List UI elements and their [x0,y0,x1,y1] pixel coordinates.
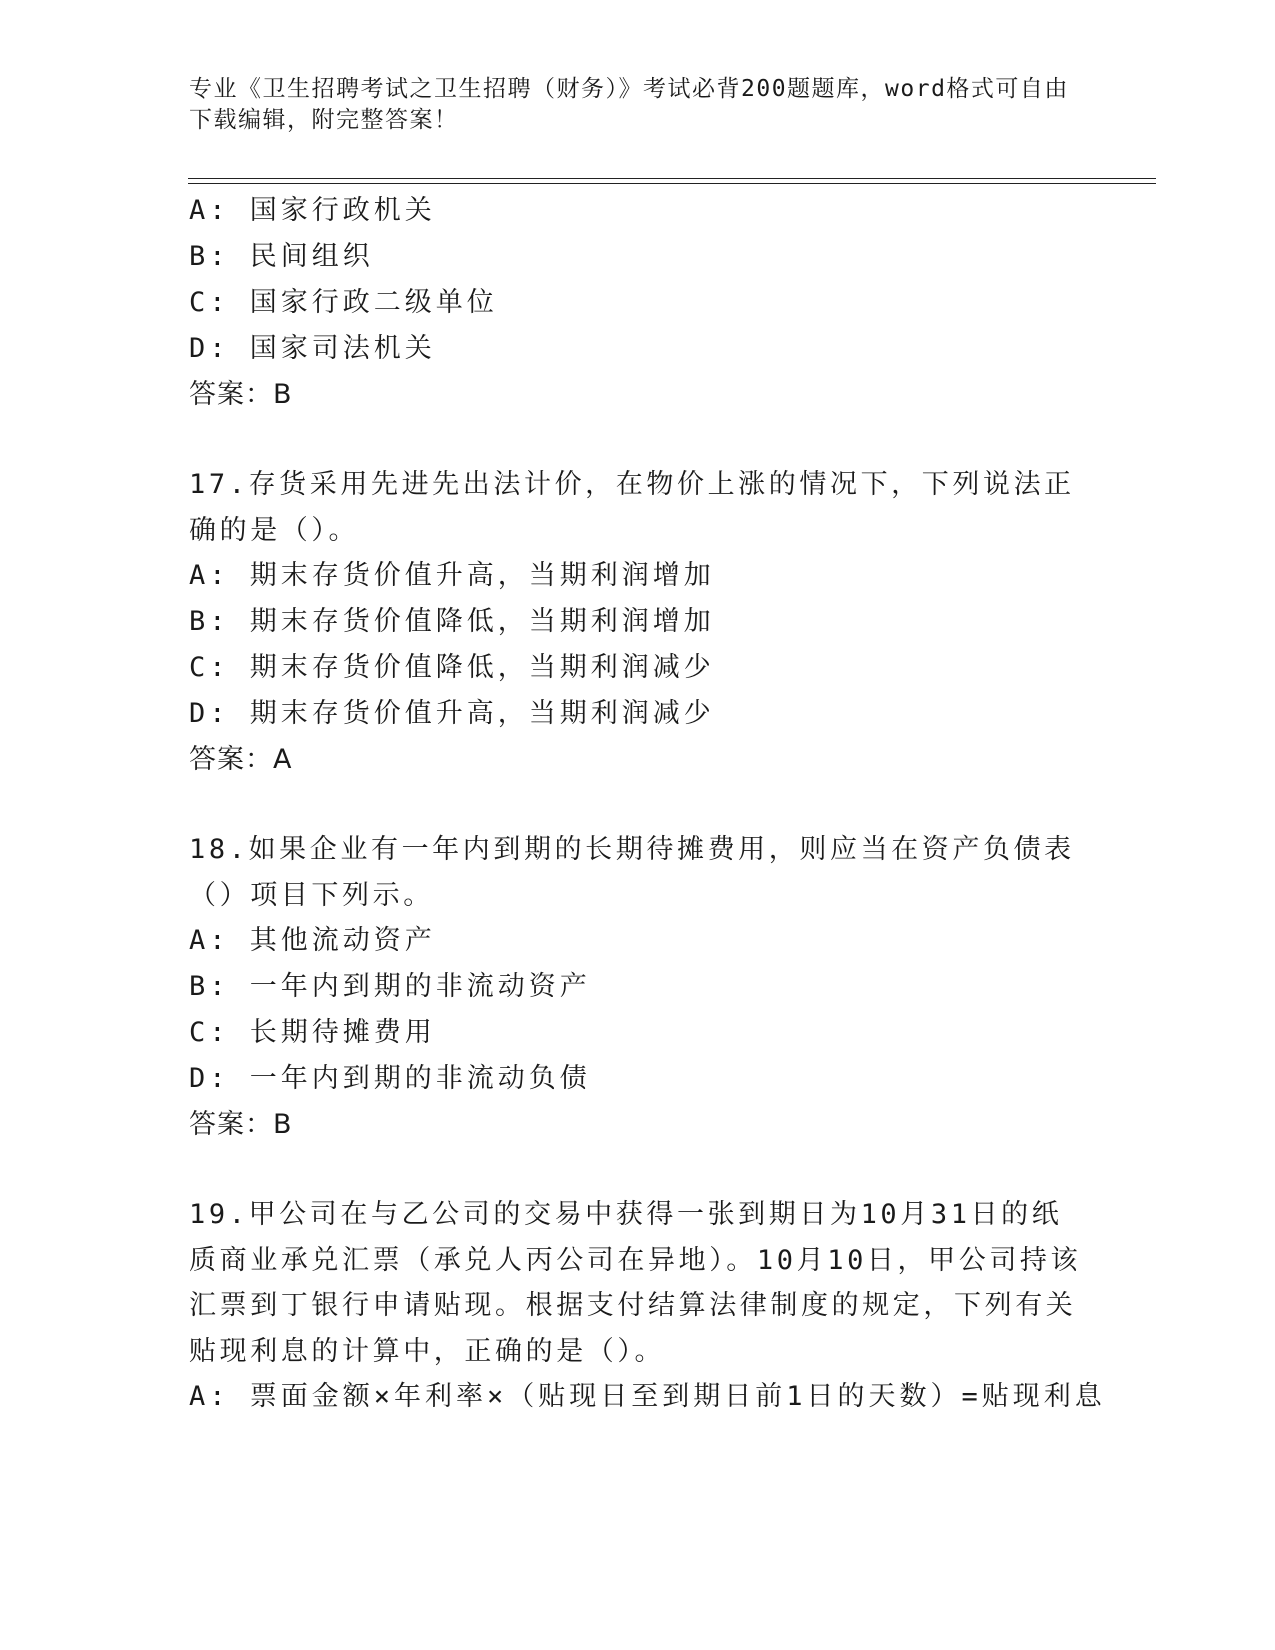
option-a: A: 期末存货价值升高，当期利润增加 [189,560,715,591]
option-c: C: 国家行政二级单位 [189,287,498,318]
option-a: A: 其他流动资产 [189,925,436,956]
option-d: D: 一年内到期的非流动负债 [189,1063,591,1094]
answer-label: 答案：B [189,379,293,410]
question-stem: 17.存货采用先进先出法计价，在物价上涨的情况下，下列说法正确的是（）。 [189,469,1075,546]
question-stem: 18.如果企业有一年内到期的长期待摊费用，则应当在资产负债表（）项目下列示。 [189,834,1075,911]
option-b: B: 民间组织 [189,241,374,272]
option-b: B: 期末存货价值降低，当期利润增加 [189,606,715,637]
question-stem: 19.甲公司在与乙公司的交易中获得一张到期日为10月31日的纸质商业承兑汇票（承兑人丙公司在异地）。10月10日，甲公司持该汇票到丁银行申请贴现。根据支付结算法律制度的规定，下列有关贴现利息的计算中，正确的是（）。 [189,1199,1082,1367]
option-d: D: 国家司法机关 [189,333,436,364]
answer-label: 答案：A [189,744,293,775]
header-divider-top [188,178,1156,179]
answer-label: 答案：B [189,1109,293,1140]
question-spacer [189,783,1089,827]
option-a: A: 票面金额×年利率×（贴现日至到期日前1日的天数）=贴现利息 [189,1381,1106,1412]
option-b: B: 一年内到期的非流动资产 [189,971,591,1002]
question-18 [189,827,1089,1148]
question-16-continued [189,188,1089,418]
option-a: A: 国家行政机关 [189,195,436,226]
question-17 [189,462,1089,783]
document-header: 专业《卫生招聘考试之卫生招聘（财务）》考试必背200题题库，word格式可自由下载编辑，附完整答案！ [189,76,1069,133]
question-19 [189,1192,1106,1420]
option-c: C: 长期待摊费用 [189,1017,436,1048]
question-spacer [189,418,1089,462]
header-divider-bottom [188,183,1156,184]
question-spacer [189,1148,1089,1192]
question-list [189,188,1106,1420]
option-d: D: 期末存货价值升高，当期利润减少 [189,698,715,729]
option-c: C: 期末存货价值降低，当期利润减少 [189,652,715,683]
